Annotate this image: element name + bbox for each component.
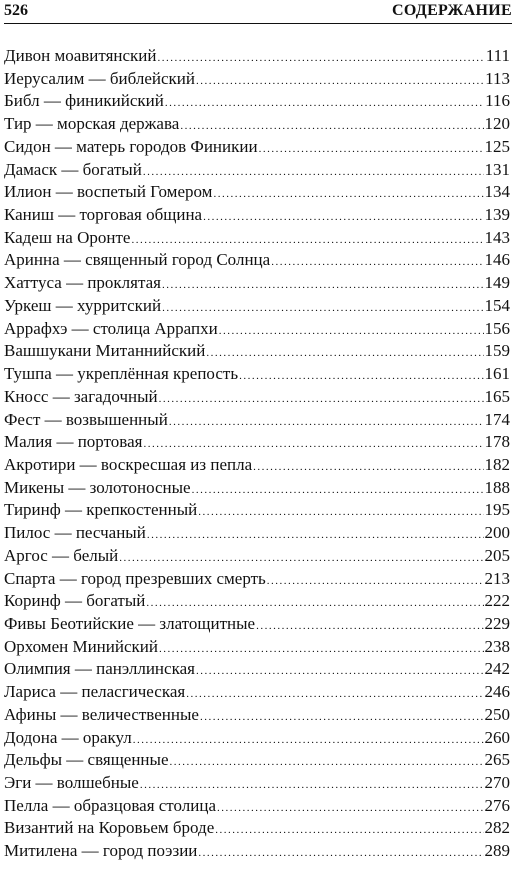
toc-entry-title: Дивон моавитянский	[4, 46, 157, 65]
toc-entry	[4, 386, 510, 409]
dot-leader	[217, 797, 483, 818]
toc-entry-title: Акротири — воскресшая из пепла	[4, 454, 253, 474]
dot-leader	[196, 70, 484, 91]
toc-entry-title: Олимпия — панэллинская	[4, 659, 195, 679]
dot-leader	[219, 320, 484, 341]
toc-entry-title: Митилена — город поэзии	[4, 841, 198, 861]
toc-entry-page-number: 174	[484, 409, 510, 429]
toc-entry-title: Уркеш — хурритский	[4, 295, 162, 315]
dot-leader	[196, 660, 484, 681]
dot-leader	[215, 819, 483, 840]
toc-entry	[4, 704, 510, 727]
toc-entry-page-number: 146	[484, 250, 510, 270]
toc-entry	[4, 681, 510, 704]
dot-leader	[198, 501, 483, 522]
toc-entry	[4, 409, 510, 432]
toc-entry-page-number: 246	[484, 682, 510, 702]
toc-entry-page-number: 149	[484, 273, 510, 293]
toc-entry	[4, 499, 510, 522]
dot-leader	[146, 592, 483, 613]
toc-entry-title: Лариса — пеласгическая	[4, 682, 186, 702]
toc-entry-title: Тушпа — укреплённая крепость	[4, 364, 239, 384]
toc-entry-page-number: 222	[484, 591, 510, 611]
toc-entry-title: Малия — портовая	[4, 432, 143, 452]
dot-leader	[271, 251, 483, 272]
toc-entry	[4, 545, 510, 568]
toc-entry	[4, 113, 510, 136]
toc-entry-page-number: 131	[484, 159, 510, 179]
dot-leader	[140, 774, 484, 795]
toc-entry	[4, 318, 510, 341]
toc-entry-title: Илион — воспетый Гомером	[4, 182, 213, 202]
toc-entry-title: Фест — возвышенный	[4, 409, 168, 429]
toc-entry-page-number: 139	[484, 205, 510, 225]
toc-entry-page-number: 125	[484, 136, 510, 156]
toc-entry-title: Аргос — белый	[4, 545, 119, 565]
dot-leader	[169, 411, 484, 432]
dot-leader	[170, 751, 484, 772]
toc-entry	[4, 749, 510, 772]
toc-entry-page-number: 265	[484, 750, 510, 770]
page-header	[4, 1, 512, 24]
dot-leader	[253, 456, 483, 477]
toc-entry	[4, 477, 510, 500]
dot-leader	[206, 342, 483, 363]
dot-leader	[159, 388, 484, 409]
page-number: 526	[4, 2, 28, 19]
toc-entry	[4, 795, 510, 818]
toc-entry-title: Вашшукани Митаннийский	[4, 341, 206, 361]
toc-entry-page-number: 182	[484, 454, 510, 474]
dot-leader	[200, 706, 484, 727]
toc-entry	[4, 204, 510, 227]
toc-entry-title: Византий на Коровьем броде	[4, 818, 215, 838]
toc-entry-title: Кадеш на Оронте	[4, 227, 131, 247]
toc-entry-page-number: 195	[484, 500, 510, 520]
toc-entry	[4, 363, 510, 386]
toc-entry	[4, 636, 510, 659]
toc-entry	[4, 454, 510, 477]
dot-leader	[143, 161, 484, 182]
toc-entry-title: Орхомен Минийский	[4, 636, 158, 656]
toc-entry-title: Афины — величественные	[4, 704, 199, 724]
toc-entry-page-number: 200	[484, 523, 510, 543]
toc-entry-title: Аринна — священный город Солнца	[4, 250, 271, 270]
dot-leader	[180, 115, 483, 136]
dot-leader	[192, 479, 484, 500]
toc-entry-title: Каниш — торговая община	[4, 205, 203, 225]
toc-entry-title: Аррафхэ — столица Аррапхи	[4, 318, 218, 338]
toc-entry-page-number: 242	[484, 659, 510, 679]
toc-entry-title: Спарта — город презревших смерть	[4, 568, 266, 588]
toc-entry	[4, 568, 510, 591]
toc-entry-page-number: 229	[484, 613, 510, 633]
toc-entry-title: Эги — волшебные	[4, 773, 139, 792]
toc-entry	[4, 68, 510, 91]
toc-entry-page-number: 250	[484, 704, 510, 724]
toc-entry	[4, 817, 510, 840]
dot-leader	[162, 274, 484, 295]
toc-entry-page-number: 111	[485, 46, 510, 65]
toc-entry-title: Пелла — образцовая столица	[4, 795, 217, 815]
table-of-contents	[4, 45, 510, 863]
dot-leader	[165, 92, 484, 113]
toc-entry	[4, 613, 510, 636]
dot-leader	[162, 297, 483, 318]
toc-entry-title: Тир — морская держава	[4, 114, 180, 134]
toc-entry	[4, 840, 510, 863]
toc-entry	[4, 272, 510, 295]
toc-entry-page-number: 161	[484, 364, 510, 384]
dot-leader	[133, 729, 484, 750]
dot-leader	[256, 615, 483, 636]
toc-entry	[4, 249, 510, 272]
toc-entry-title: Пилос — песчаный	[4, 523, 146, 543]
dot-leader	[131, 229, 483, 250]
toc-entry-title: Библ — финикийский	[4, 91, 164, 111]
toc-entry-title: Коринф — богатый	[4, 591, 146, 611]
toc-entry	[4, 295, 510, 318]
toc-entry	[4, 45, 510, 68]
toc-entry-page-number: 134	[484, 182, 510, 202]
toc-entry-page-number: 154	[484, 295, 510, 315]
toc-entry-page-number: 159	[484, 341, 510, 361]
toc-entry-page-number: 238	[484, 636, 510, 656]
toc-entry	[4, 90, 510, 113]
toc-entry	[4, 590, 510, 613]
toc-entry-page-number: 260	[484, 727, 510, 747]
toc-entry-page-number: 120	[484, 114, 510, 134]
toc-entry-title: Фивы Беотийские — златощитные	[4, 613, 256, 633]
dot-leader	[239, 365, 483, 386]
dot-leader	[198, 842, 483, 863]
toc-entry-page-number: 116	[485, 91, 510, 111]
toc-entry-page-number: 178	[484, 432, 510, 452]
section-title: СОДЕРЖАНИЕ	[391, 2, 512, 19]
toc-entry-page-number: 143	[484, 227, 510, 247]
toc-entry	[4, 227, 510, 250]
toc-entry	[4, 522, 510, 545]
toc-entry	[4, 727, 510, 750]
dot-leader	[158, 47, 485, 68]
dot-leader	[203, 206, 483, 227]
toc-entry-page-number: 165	[484, 386, 510, 406]
toc-entry	[4, 181, 510, 204]
toc-entry-title: Микены — золотоносные	[4, 477, 191, 497]
toc-entry-title: Дельфы — священные	[4, 750, 169, 770]
toc-entry-page-number: 276	[484, 795, 510, 815]
dot-leader	[119, 547, 483, 568]
dot-leader	[143, 433, 483, 454]
toc-entry-page-number: 113	[485, 68, 510, 88]
toc-entry-page-number: 289	[484, 841, 510, 861]
dot-leader	[159, 638, 484, 659]
toc-entry	[4, 136, 510, 159]
dot-leader	[259, 138, 484, 159]
dot-leader	[147, 524, 484, 545]
toc-entry-title: Кносс — загадочный	[4, 386, 158, 406]
toc-entry-page-number: 282	[484, 818, 510, 838]
toc-entry-title: Дамаск — богатый	[4, 159, 142, 179]
dot-leader	[213, 183, 483, 204]
toc-entry	[4, 340, 510, 363]
toc-entry-title: Хаттуса — проклятая	[4, 273, 161, 293]
toc-entry-title: Тиринф — крепкостенный	[4, 500, 198, 520]
toc-entry	[4, 431, 510, 454]
toc-entry-page-number: 156	[484, 318, 510, 338]
toc-entry-page-number: 205	[484, 545, 510, 565]
dot-leader	[186, 683, 483, 704]
toc-entry	[4, 159, 510, 182]
toc-entry	[4, 772, 510, 795]
toc-entry-title: Иерусалим — библейский	[4, 68, 195, 88]
toc-entry-page-number: 188	[484, 477, 510, 497]
toc-entry-title: Сидон — матерь городов Финикии	[4, 136, 258, 156]
dot-leader	[267, 570, 484, 591]
toc-entry-page-number: 213	[484, 568, 510, 588]
toc-entry-page-number: 270	[484, 773, 510, 792]
toc-entry	[4, 658, 510, 681]
toc-entry-title: Додона — оракул	[4, 727, 132, 747]
